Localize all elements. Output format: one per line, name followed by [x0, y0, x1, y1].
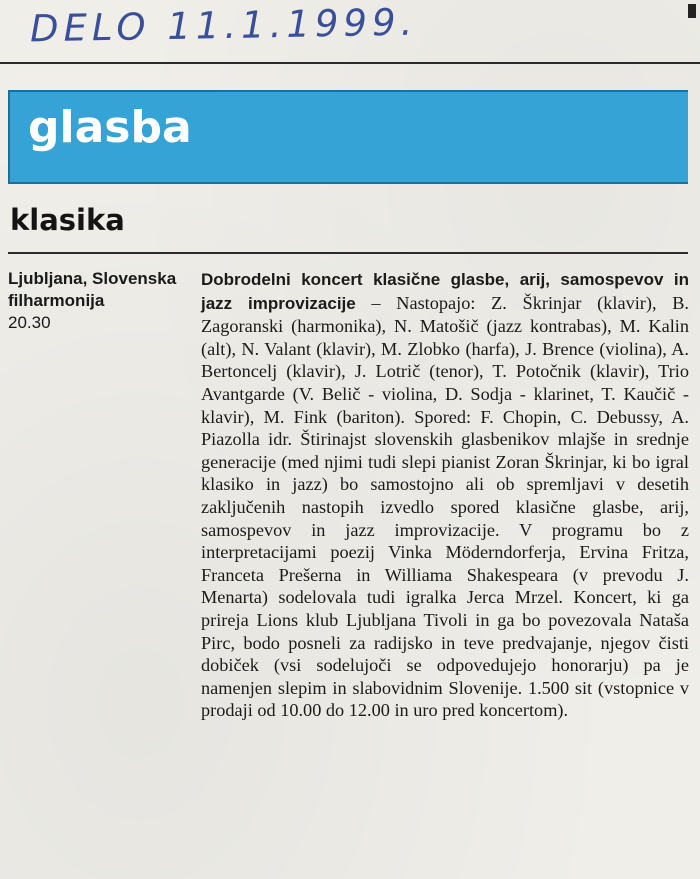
top-divider: [0, 62, 700, 64]
section-banner: [8, 90, 688, 184]
event-title: Dobrodelni koncert klasične glasbe, arij, samospevov in jazz improvizacije: [201, 270, 689, 313]
venue-name: Ljubljana, Slovenska filharmonija: [8, 269, 177, 310]
subsection-divider: [8, 252, 688, 254]
handwritten-annotation: DELO 11.1.1999.: [29, 0, 418, 51]
event-listing: [201, 268, 689, 722]
subsection-title: klasika: [10, 203, 125, 237]
venue-block: [8, 268, 188, 334]
corner-mark: [688, 4, 696, 18]
event-description: – Nastopajo: Z. Škrinjar (klavir), B. Zagoranski (harmonika), N. Matošič (jazz kontrabas), M. Kalin (alt), N. Valant (klavir), M. Zlobko (harfa), J. Brence (violina), A. Bertoncelj (klavir), J. Lotrič (tenor), T. Potočnik (klavir), Trio Avantgarde (V. Belič - violina, D. Sodja - klarinet, T. Kaučič - klavir), M. Fink (bariton). Spored: F. Chopin, C. Debussy, A. Piazolla idr. Štirinajst slovenskih glasbenikov mlajše in srednje generacije (med njimi tudi slepi pianist Zoran Škrinjar, ki bo igral klasiko in jazz) bo samostojno ali ob spremljavi v desetih zaključenih nastopih izvedlo spored klasične glasbe, arij, samospevov in jazz improvizacije. V programu bo z interpretacijami poezij Vinka Möderndorferja, Ervina Fritza, Franceta Prešerna in Williama Shakespeara (v prevodu J. Menarta) sodelovala tudi igralka Jerca Mrzel. Koncert, ki ga prireja Lions klub Ljubljana Tivoli in ga bo povezovala Nataša Pirc, bodo posneli za radijsko in teve predvajanje, njegov čisti dobiček (vsi sodelujoči se odpovedujejo honorarju) pa je namenjen slepim in slabovidnim Slovenije. 1.500 sit (vstopnice v prodaji od 10.00 do 12.00 in uro pred koncertom).: [201, 292, 689, 721]
event-time: 20.30: [8, 313, 51, 332]
section-title: glasba: [28, 102, 192, 153]
